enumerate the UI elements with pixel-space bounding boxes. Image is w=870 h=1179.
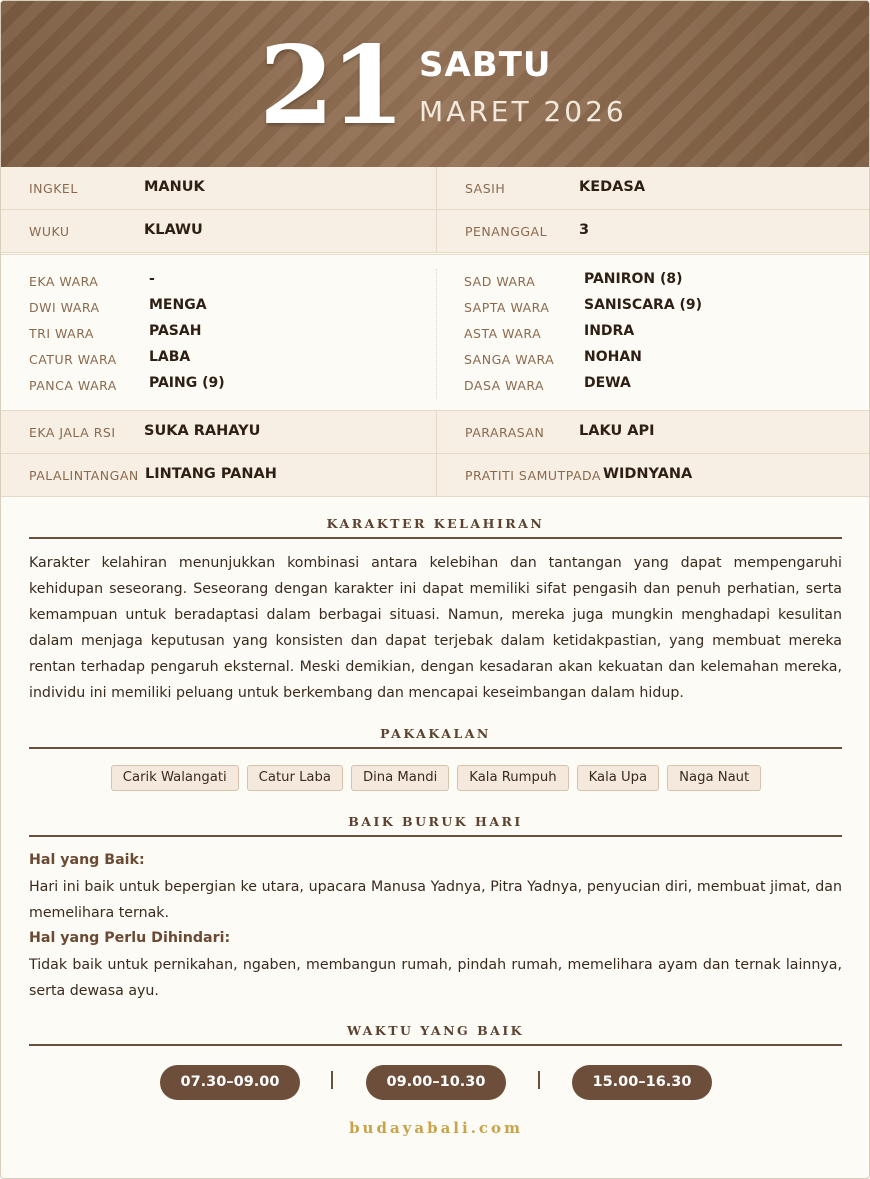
wara-value: INDRA [584, 323, 635, 339]
good-heading: Hal yang Baik: [29, 852, 145, 868]
wara-row [1, 268, 436, 294]
wara-label: DWI WARA [29, 300, 100, 315]
site-footer[interactable]: budayabali.com [349, 1119, 523, 1137]
pakakalan-chip: Catur Laba [247, 765, 343, 791]
info-cell-wuku [1, 210, 436, 253]
wara-value: SANISCARA (9) [584, 297, 703, 313]
wara-row [1, 294, 436, 320]
wara-grid [1, 254, 870, 411]
info-value: MANUK [144, 179, 205, 195]
wara-value: PASAH [149, 323, 202, 339]
info-row-wuku-penanggal [1, 210, 870, 253]
info-cell-penanggal [436, 210, 870, 253]
wara-label: TRI WARA [29, 326, 94, 341]
wara-value: NOHAN [584, 349, 642, 365]
info-value: LAKU API [579, 423, 655, 439]
wara-row [1, 346, 436, 372]
info-row-ekajala-pararasan [1, 411, 870, 454]
pakakalan-chip: Carik Walangati [111, 765, 239, 791]
section-title-pakakalan: PAKAKALAN [380, 726, 491, 741]
time-separator [538, 1071, 540, 1089]
wara-label: CATUR WARA [29, 352, 117, 367]
time-slot-pill: 07.30–09.00 [160, 1065, 300, 1100]
info-label: PARARASAN [465, 425, 545, 440]
time-slot-pill: 15.00–16.30 [572, 1065, 712, 1100]
wara-row [436, 294, 870, 320]
bad-text: Tidak baik untuk pernikahan, ngaben, membangun rumah, pindah rumah, memelihara ayam dan ternak lainnya, serta dewasa ayu. [29, 957, 842, 999]
wara-row [436, 372, 870, 398]
info-cell-pratiti-samutpada [436, 454, 870, 497]
section-title-baik-buruk: BAIK BURUK HARI [348, 814, 523, 829]
info-value: KEDASA [579, 179, 646, 195]
info-value: LINTANG PANAH [145, 466, 277, 482]
info-label: EKA JALA RSI [29, 425, 116, 440]
time-slots [1, 1065, 870, 1100]
wara-label: SANGA WARA [464, 352, 555, 367]
info-cell-ingkel [1, 167, 436, 210]
wara-column-right [436, 255, 870, 412]
wara-row [436, 346, 870, 372]
wara-row [1, 372, 436, 398]
bad-heading: Hal yang Perlu Dihindari: [29, 930, 231, 946]
date-header [1, 1, 870, 167]
section-rule [29, 1044, 842, 1046]
wara-value: DEWA [584, 375, 631, 391]
pakakalan-chip: Naga Naut [667, 765, 761, 791]
good-text: Hari ini baik untuk bepergian ke utara, upacara Manusa Yadnya, Pitra Yadnya, penyucian diri, membuat jimat, dan memelihara ternak. [29, 879, 842, 921]
section-title-waktu: WAKTU YANG BAIK [346, 1023, 525, 1038]
wara-row [1, 320, 436, 346]
wara-label: DASA WARA [464, 378, 545, 393]
info-label: PALALINTANGAN [29, 468, 139, 483]
info-value: KLAWU [144, 222, 203, 238]
wara-label: SAD WARA [464, 274, 536, 289]
pakakalan-chip: Kala Upa [577, 765, 660, 791]
pakakalan-chip: Dina Mandi [351, 765, 449, 791]
info-label: PENANGGAL [465, 224, 548, 239]
info-row-ingkel-sasih [1, 167, 870, 210]
wara-column-left [1, 255, 436, 412]
wara-value: MENGA [149, 297, 207, 313]
wara-value: - [149, 271, 155, 287]
day-number: 21 [259, 23, 402, 149]
info-value: 3 [579, 222, 590, 238]
wara-value: PANIRON (8) [584, 271, 683, 287]
wara-label: PANCA WARA [29, 378, 117, 393]
day-name: SABTU [419, 45, 552, 85]
month-year: MARET 2026 [419, 95, 627, 128]
info-value: WIDNYANA [603, 466, 693, 482]
wara-value: PAING (9) [149, 375, 225, 391]
wara-label: EKA WARA [29, 274, 99, 289]
info-label: SASIH [465, 181, 506, 196]
info-label: INGKEL [29, 181, 78, 196]
section-title-karakter: KARAKTER KELAHIRAN [326, 516, 545, 531]
wara-label: ASTA WARA [464, 326, 542, 341]
info-label: PRATITI SAMUTPADA [465, 468, 601, 483]
pakakalan-list [1, 765, 870, 791]
section-rule [29, 747, 842, 749]
time-slot-pill: 09.00–10.30 [366, 1065, 506, 1100]
info-label: WUKU [29, 224, 70, 239]
section-rule [29, 537, 842, 539]
wara-value: LABA [149, 349, 191, 365]
wara-row [436, 320, 870, 346]
info-cell-sasih [436, 167, 870, 210]
info-cell-eka-jala-rsi [1, 411, 436, 454]
info-cell-palalintangan [1, 454, 436, 497]
wara-row [436, 268, 870, 294]
karakter-paragraph: Karakter kelahiran menunjukkan kombinasi antara kelebihan dan tantangan yang dapat mempengaruhi kehidupan seseorang. Seseorang dengan karakter ini dapat memiliki sifat pengasih dan penuh perhatian, serta kemampuan untuk beradaptasi dalam berbagai situasi. Namun, mereka juga mungkin menghadapi kesulitan dalam menjaga keputusan yang konsisten dan dapat terjebak dalam ketidakpastian, yang membuat mereka rentan terhadap pengaruh eksternal. Meski demikian, dengan kesadaran akan kekuatan dan kelemahan mereka, individu ini memiliki peluang untuk berkembang dan mencapai keseimbangan dalam hidup. [29, 555, 842, 701]
pakakalan-chip: Kala Rumpuh [457, 765, 568, 791]
time-separator [331, 1071, 333, 1089]
info-row-palalintangan-pratiti [1, 454, 870, 497]
wara-label: SAPTA WARA [464, 300, 550, 315]
info-value: SUKA RAHAYU [144, 423, 261, 439]
info-cell-pararasan [436, 411, 870, 454]
section-rule [29, 835, 842, 837]
